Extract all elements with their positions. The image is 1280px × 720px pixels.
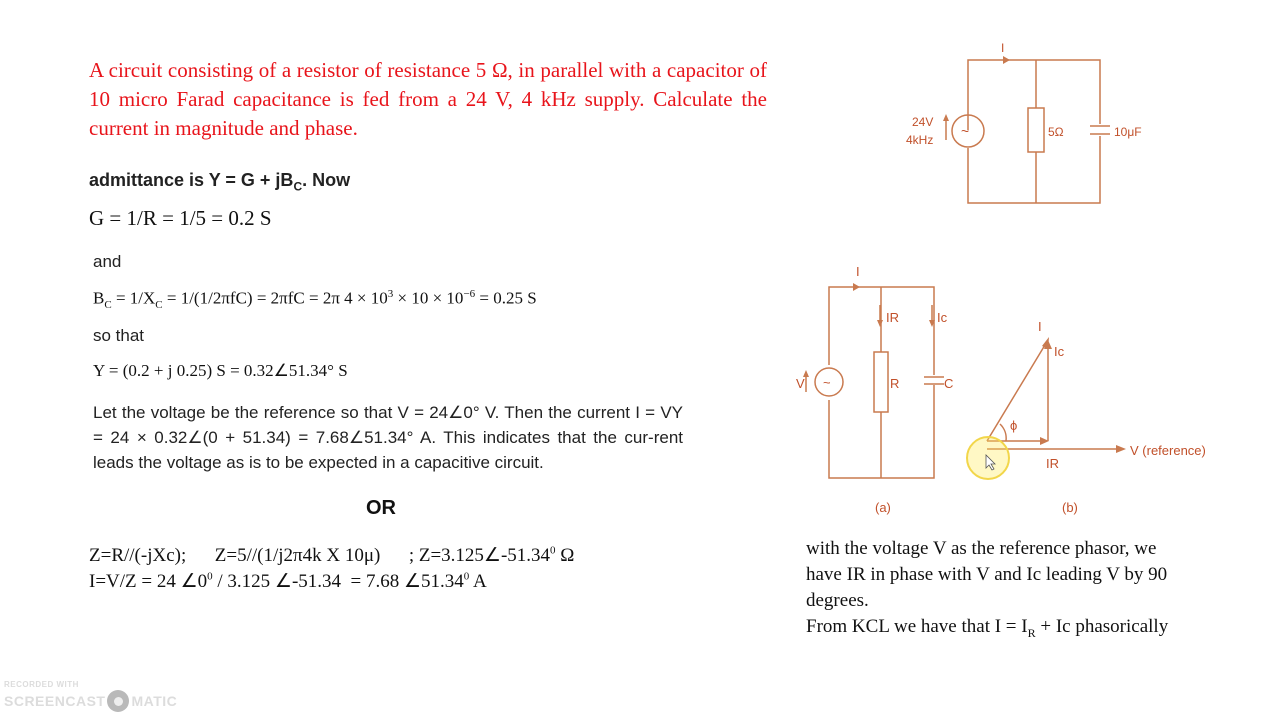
explanation-line-4: From KCL we have that $I = I_R + Ic$ phasorically <box>806 616 1169 640</box>
svg-text:~: ~ <box>961 123 970 139</box>
ic-branch-label: Ic <box>937 310 948 325</box>
problem-statement: A circuit consisting of a resistor of resistance 5 Ω, in parallel with a capacitor of 10 micro Farad capacitance is fed from a 24 V, 4 kHz supply. Calculate the current in magnitude and phase. <box>89 58 767 140</box>
current-line: I=V/Z = 24 $\angle 0^0 / 3.125$ ∠-51.34 = 7.68 ∠51.34$^0$ A <box>89 570 487 592</box>
watermark-recorded-text: RECORDED WITH <box>4 680 79 689</box>
top-current-label: I <box>1001 41 1005 55</box>
phasor-i-label: I <box>1038 319 1042 334</box>
admittance-line: admittance is $Y = G + jB_C$. Now <box>89 170 351 194</box>
top-resistor-label: 5Ω <box>1048 125 1064 139</box>
or-divider: OR <box>366 497 396 519</box>
phasor-ic-label: Ic <box>1054 344 1065 359</box>
top-capacitor-label: 10μF <box>1114 125 1142 139</box>
explanation-line-2: have IR in phase with V and Ic leading V by 90 <box>806 564 1168 585</box>
caption-a: (a) <box>875 500 891 515</box>
watermark-brand-a: SCREENCAST <box>4 693 106 709</box>
top-source-voltage: 24V <box>912 115 934 129</box>
explanation-line-1: with the voltage V as the reference phasor, we <box>806 538 1157 559</box>
explanation-line-3: degrees. <box>806 590 869 611</box>
watermark-brand-b: MATIC <box>131 693 178 709</box>
bottom-current-label: I <box>856 264 860 279</box>
source-v-label: V <box>796 376 805 391</box>
solution-paragraph: Let the voltage be the reference so that V = 24∠0° V. Then the current I = VY = 24 × 0.32∠(0 + 51.34) = 7.68∠51.34° A. This indicates that the cur-rent leads the voltage as is to be expected in a capacitive circuit. <box>93 403 683 472</box>
resistor-icon <box>874 352 888 412</box>
caption-b: (b) <box>1062 500 1078 515</box>
ir-branch-label: IR <box>886 310 899 325</box>
top-circuit-diagram <box>890 35 1160 215</box>
phi-angle-label: ϕ <box>1010 418 1018 433</box>
and-label: and <box>93 252 122 271</box>
v-reference-label: V (reference) <box>1130 443 1206 458</box>
phasor-ir-label: IR <box>1046 456 1059 471</box>
svg-text:~: ~ <box>823 375 831 390</box>
screencast-watermark <box>4 680 177 712</box>
phasor-explanation <box>806 536 1246 646</box>
resistor-r-label: R <box>890 376 900 391</box>
so-that-label: so that <box>93 326 145 345</box>
admittance-value: Y = (0.2 + j 0.25) S = 0.32∠51.34° S <box>93 361 348 380</box>
screencast-logo-icon <box>107 690 129 712</box>
susceptance-equation: $B_C = 1/X_C = 1/(1/2\pi fC) = 2\pi fC = 2\pi$ $4 \times 10^3 \times 10 \times 10^{-6} = 0.25$ S <box>93 288 537 312</box>
bottom-circuit-and-phasor-diagram <box>790 255 1210 525</box>
impedance-line: Z=R//(-jXc); Z=5//(1/j2π4k X 10μ) ; $Z=3.125\angle-51.34^0$ Ω <box>89 544 575 566</box>
conductance-equation: G = 1/R = 1/5 = 0.2 S <box>89 206 272 230</box>
capacitor-c-label: C <box>944 376 954 391</box>
top-source-frequency: 4kHz <box>906 133 934 147</box>
resistor-icon <box>1028 108 1044 152</box>
